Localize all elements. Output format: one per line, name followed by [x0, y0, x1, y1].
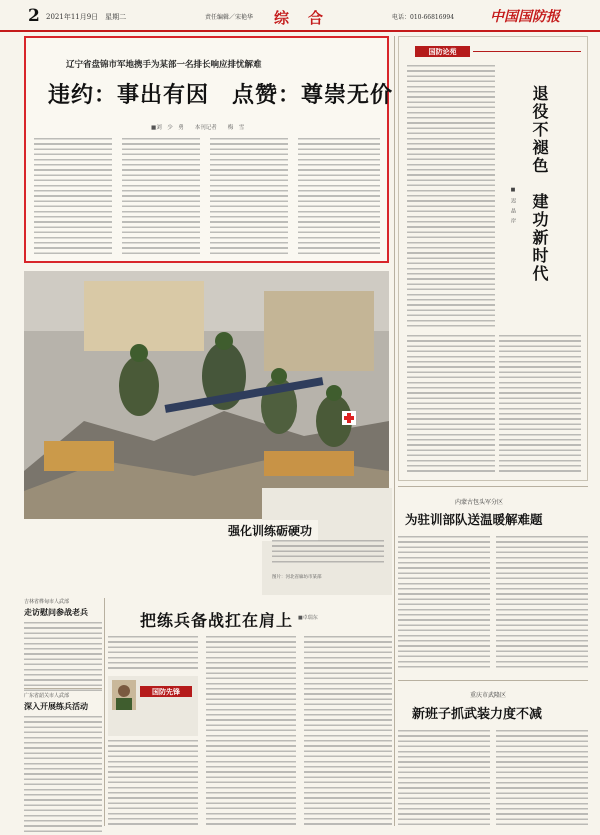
- story2-body-3: [304, 636, 392, 826]
- story2-body-1: [108, 636, 198, 672]
- lead-body-col-2: [122, 138, 200, 256]
- photo-illustration: [24, 271, 389, 519]
- training-photo: [24, 271, 389, 519]
- brief-a-title: 走访慰问参战老兵: [24, 607, 88, 617]
- lead-body-col-3: [210, 138, 288, 256]
- photo-credit: 图片：河北省廊坊市某部: [272, 575, 322, 580]
- story2-body-2: [206, 636, 296, 826]
- column-badge: [415, 46, 470, 57]
- lead-headline: 违约：事出有因 点赞：尊崇无价: [48, 82, 394, 108]
- column-label: 国防论苑: [428, 47, 457, 56]
- brief-a: [24, 598, 102, 692]
- pioneer-block: [108, 676, 198, 736]
- photo-caption-block: [228, 488, 392, 595]
- story4-body-2: [496, 730, 588, 826]
- lead-byline: ■刘 少 勇 本刊记者 梅 雪: [151, 125, 245, 131]
- pioneer-label: 国防先锋: [152, 687, 180, 696]
- column-body-top: [407, 65, 495, 327]
- lead-story: [24, 36, 394, 263]
- column-author: ■ 迟 晶 岸: [510, 187, 516, 223]
- column-rule-right: [394, 36, 395, 826]
- lead-body-col-4: [298, 138, 380, 256]
- column-body-bottom-2: [499, 335, 581, 475]
- issue-date: 2021年11月9日 星期二: [46, 13, 127, 21]
- brief-a-kicker: 吉林省桦甸市人武部: [24, 599, 70, 605]
- story3-body-2: [496, 536, 588, 671]
- story2-body-4: [108, 740, 198, 826]
- brief-b-kicker: 广东省韶关市人武部: [24, 693, 70, 699]
- brief-divider: [24, 688, 102, 689]
- editorial-phone: 电话：010-66816994: [392, 14, 455, 21]
- brief-b-body: [24, 716, 102, 834]
- section-name: 综 合: [274, 9, 326, 27]
- story2-title: 把练兵备战扛在肩上: [140, 611, 294, 630]
- column-section: [398, 36, 588, 481]
- masthead-logo: 中国国防报: [490, 9, 560, 25]
- story3-title: 为驻训部队送温暖解难题: [405, 512, 543, 527]
- photo-caption: 强化训练砺硬功: [222, 520, 318, 541]
- column-rule-left: [104, 598, 105, 826]
- pioneer-portrait: [112, 680, 136, 710]
- story4-body-1: [398, 730, 490, 826]
- page-number: 2: [28, 6, 40, 26]
- story4-kicker: 重庆市武隆区: [470, 692, 507, 699]
- brief-b: [24, 692, 102, 834]
- story2-byline: ■卓瑞东: [298, 615, 318, 621]
- story4-top-rule: [398, 680, 588, 681]
- column-body-bottom-1: [407, 335, 495, 475]
- column-ornament: [473, 51, 581, 52]
- brief-b-title: 深入开展练兵活动: [24, 701, 88, 711]
- brief-a-body: [24, 622, 102, 692]
- editor-credit: 责任编辑／宋艳华: [205, 14, 254, 21]
- header-bar: [0, 0, 600, 32]
- caption-text: [272, 540, 384, 566]
- story4-title: 新班子抓武装力度不减: [412, 707, 543, 722]
- story3-kicker: 内蒙古包头军分区: [455, 499, 504, 506]
- story3-body-1: [398, 536, 490, 671]
- lead-body-col-1: [34, 138, 112, 256]
- pioneer-badge: [140, 686, 192, 697]
- story3-top-rule: [398, 486, 588, 487]
- column-title: 退役不褪色 建功新时代: [530, 85, 549, 283]
- lead-kicker: 辽宁省盘锦市军地携手为某部一名排长响应排忧解难: [66, 60, 262, 70]
